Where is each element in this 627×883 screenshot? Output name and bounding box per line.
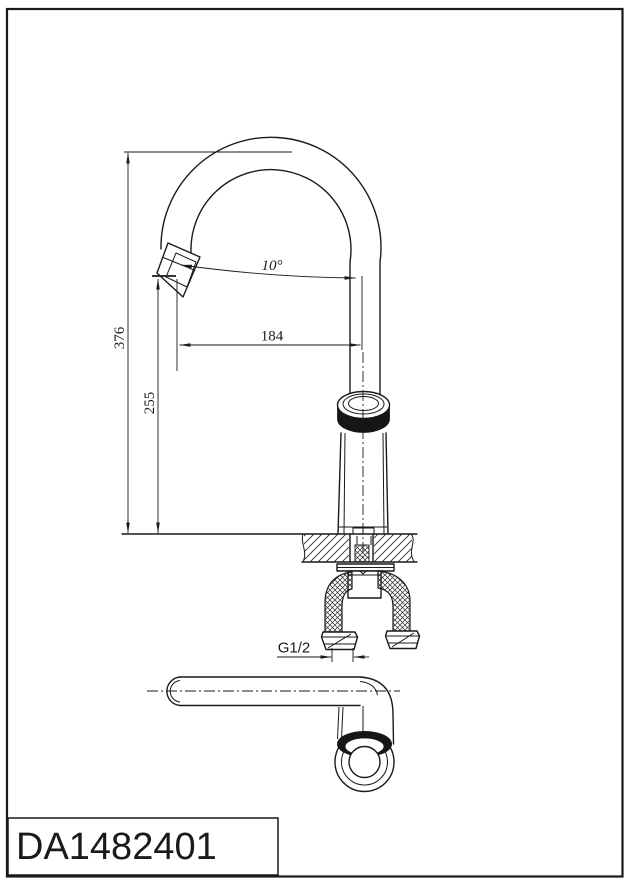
spout-tip	[157, 243, 200, 297]
threaded-stud	[355, 545, 369, 562]
collar-bore	[349, 397, 379, 411]
drawing-number: DA1482401	[16, 826, 217, 868]
top-view	[147, 677, 400, 792]
dim-label-184: 184	[260, 328, 284, 345]
body-right-inner	[383, 433, 384, 534]
base-bore-circle	[349, 747, 380, 778]
body-right-edge	[386, 433, 388, 534]
counter-hatch-right	[374, 534, 412, 562]
base-plan	[335, 706, 394, 792]
collar-ring	[338, 392, 390, 433]
spout-plan-bend-inner	[360, 682, 378, 696]
shank-lines	[357, 536, 371, 545]
countertop-section	[122, 534, 417, 562]
counter-hatch-left	[304, 534, 349, 562]
dim-label-255: 255	[142, 391, 158, 415]
title-block	[8, 818, 278, 875]
page-border	[7, 9, 623, 877]
hose-left	[325, 572, 352, 632]
dim-label-thread: G1/2	[277, 639, 311, 657]
dim-spout-reach	[177, 276, 362, 371]
front-view	[122, 137, 420, 649]
body-left-inner	[344, 433, 345, 534]
spout-inner-edge	[191, 170, 351, 396]
hose-right	[378, 571, 410, 631]
dim-spout-height	[142, 276, 176, 533]
dim-label-376: 376	[112, 326, 128, 350]
dim-label-10deg: 10°	[261, 258, 283, 274]
body-left-edge	[338, 433, 341, 534]
border-frame	[7, 9, 623, 877]
dim-spout-angle	[181, 258, 356, 278]
